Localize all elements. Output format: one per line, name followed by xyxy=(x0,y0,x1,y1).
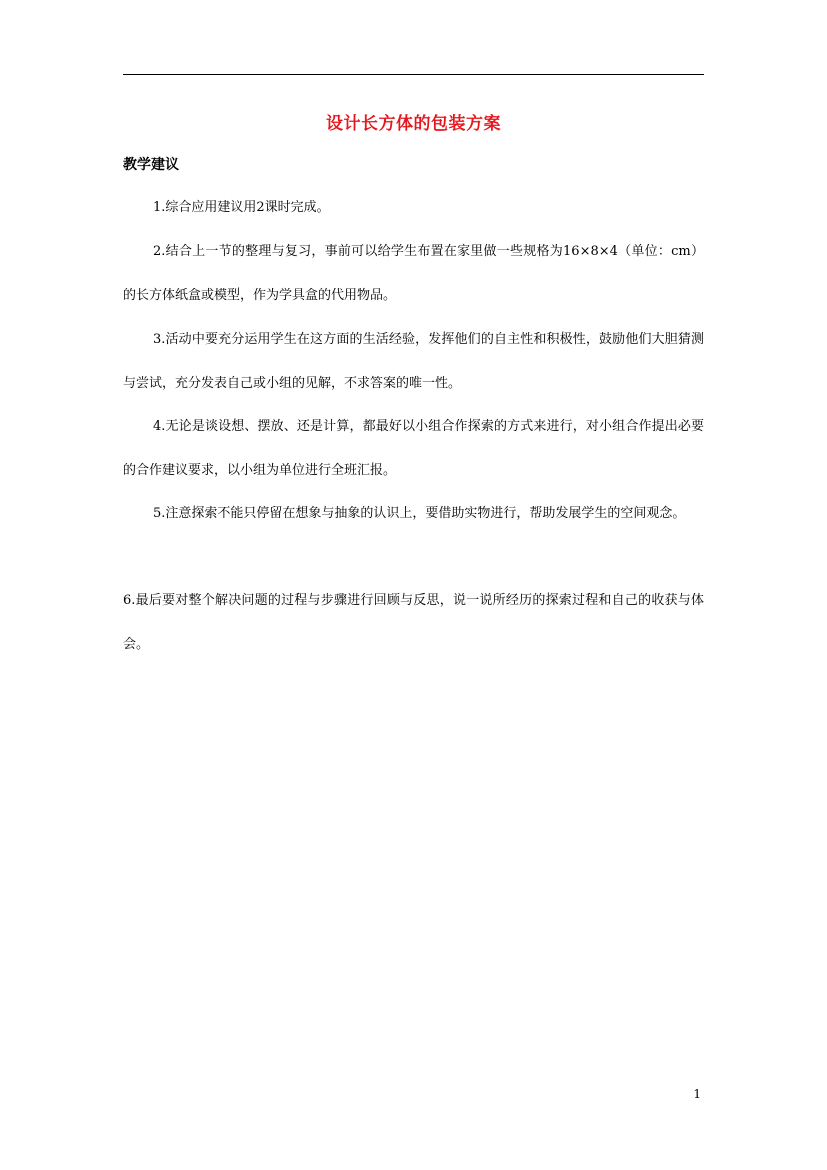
section-heading: 教学建议 xyxy=(123,157,179,173)
paragraph-2: 2.结合上一节的整理与复习，事前可以给学生布置在家里做一些规格为16×8×4（单位：cm）的长方体纸盒或模型，作为学具盒的代用物品。 xyxy=(123,244,704,303)
paragraph-1: 1.综合应用建议用2课时完成。 xyxy=(153,200,330,215)
paragraph-3: 3.活动中要充分运用学生在这方面的生活经验，发挥他们的自主性和积极性，鼓励他们大胆猜测与尝试，充分发表自己或小组的见解，不求答案的唯一性。 xyxy=(123,332,704,391)
paragraph-4: 4.无论是谈设想、摆放、还是计算，都最好以小组合作探索的方式来进行，对小组合作提出必要的合作建议要求，以小组为单位进行全班汇报。 xyxy=(123,419,704,478)
document-title: 设计长方体的包装方案 xyxy=(326,114,501,134)
page-number: 1 xyxy=(693,1087,701,1101)
paragraph-5: 5.注意探索不能只停留在想象与抽象的认识上，要借助实物进行，帮助发展学生的空间观念。 xyxy=(153,506,686,521)
header-rule xyxy=(123,74,704,75)
paragraph-6: 6.最后要对整个解决问题的过程与步骤进行回顾与反思，说一说所经历的探索过程和自己的收获与体会。 xyxy=(123,593,704,652)
